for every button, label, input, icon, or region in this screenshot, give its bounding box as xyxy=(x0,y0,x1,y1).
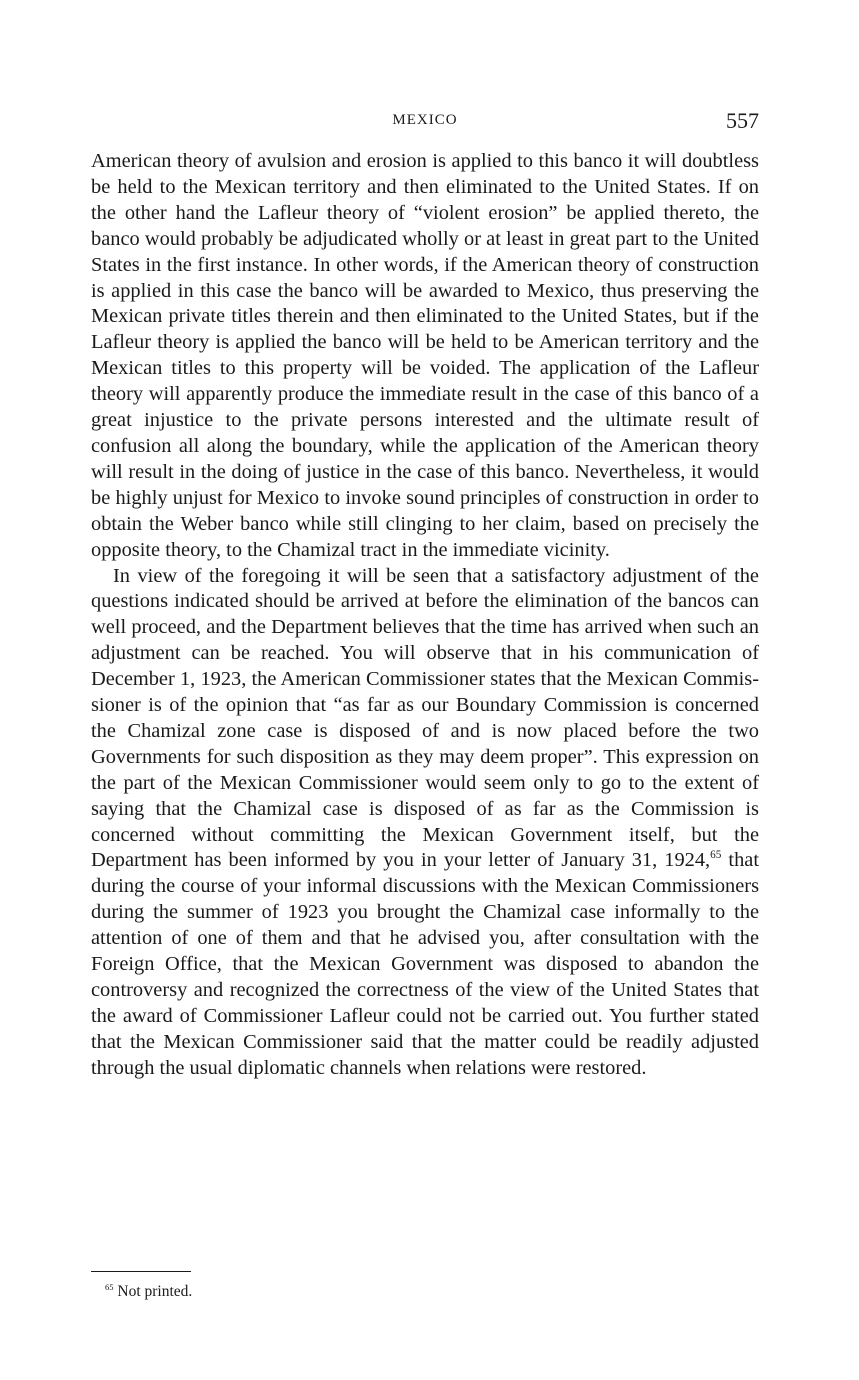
footnote-divider xyxy=(91,1271,191,1272)
body-text xyxy=(91,149,759,1082)
page-number: 557 xyxy=(726,108,759,133)
paragraph-2 xyxy=(91,564,759,1082)
footnote-marker: 65 xyxy=(105,1281,114,1292)
paragraph-2-text-end: that during the course of your informal discussions with the Mexican Commissioners during the summer of 1923 you brought the Chamizal case informally to the attention of one of them and that he advised you, after consultation with the Foreign Office, that the Mexican Government was disposed to abandon the controversy and recognized the correctness of the view of the United States that the award of Commissioner Lafleur could not be carried out. You further stated that the Mexican Commissioner said that the matter could be readily adjusted through the usual diplomatic channels when relations were restored. xyxy=(91,849,759,1079)
paragraph-1: American theory of avulsion and erosion is applied to this banco it will doubtless be held to the Mexican territory and then eliminated to the United States. If on the other hand the Lafleur theory of “violent erosion” be applied thereto, the banco would probably be adjudicated wholly or at least in great part to the United States in the first instance. In other words, if the American theory of construction is applied in this case the banco will be awarded to Mexico, thus preserving the Mexican private titles therein and then eliminated to the United States, but if the Lafleur theory is applied the banco will be held to be American territory and the Mexican titles to this property will be voided. The application of the Lafleur theory will apparently produce the immediate result in the case of this banco of a great injustice to the private persons interested and the ultimate result of confusion all along the boundary, while the application of the American theory will result in the doing of justice in the case of this banco. Nevertheless, it would be highly unjust for Mexico to invoke sound principles of construction in order to obtain the Weber banco while still clinging to her claim, based on precisely the opposite theory, to the Chamizal tract in the immediate vicinity. xyxy=(91,150,759,561)
footnote-reference: 65 xyxy=(710,849,722,862)
paragraph-2-text-start: In view of the foregoing it will be seen that a satisfactory adjustment of the questions indicated should be arrived at before the elimination of the bancos can well proceed, and the Department believes that the time has arrived when such an adjustment can be reached. You will observe that in his communication of December 1, 1923, the American Commissioner states that the Mexican Commissioner is of the opinion that “as far as our Boundary Commission is concerned the Chamizal zone case is disposed of and is now placed before the two Governments for such disposition as they may deem proper”. This expression on the part of the Mexican Commissioner would seem only to go to the extent of saying that the Chamizal case is disposed of as far as the Commission is concerned without committing the Mexican Government itself, but the Department has been informed by you in your letter of January 31, 1924, xyxy=(91,564,759,872)
running-head-title: MEXICO xyxy=(392,112,458,128)
running-head xyxy=(91,108,759,136)
footnote xyxy=(105,1282,192,1302)
footnote-text: Not printed. xyxy=(117,1283,193,1300)
document-page xyxy=(91,0,759,1380)
